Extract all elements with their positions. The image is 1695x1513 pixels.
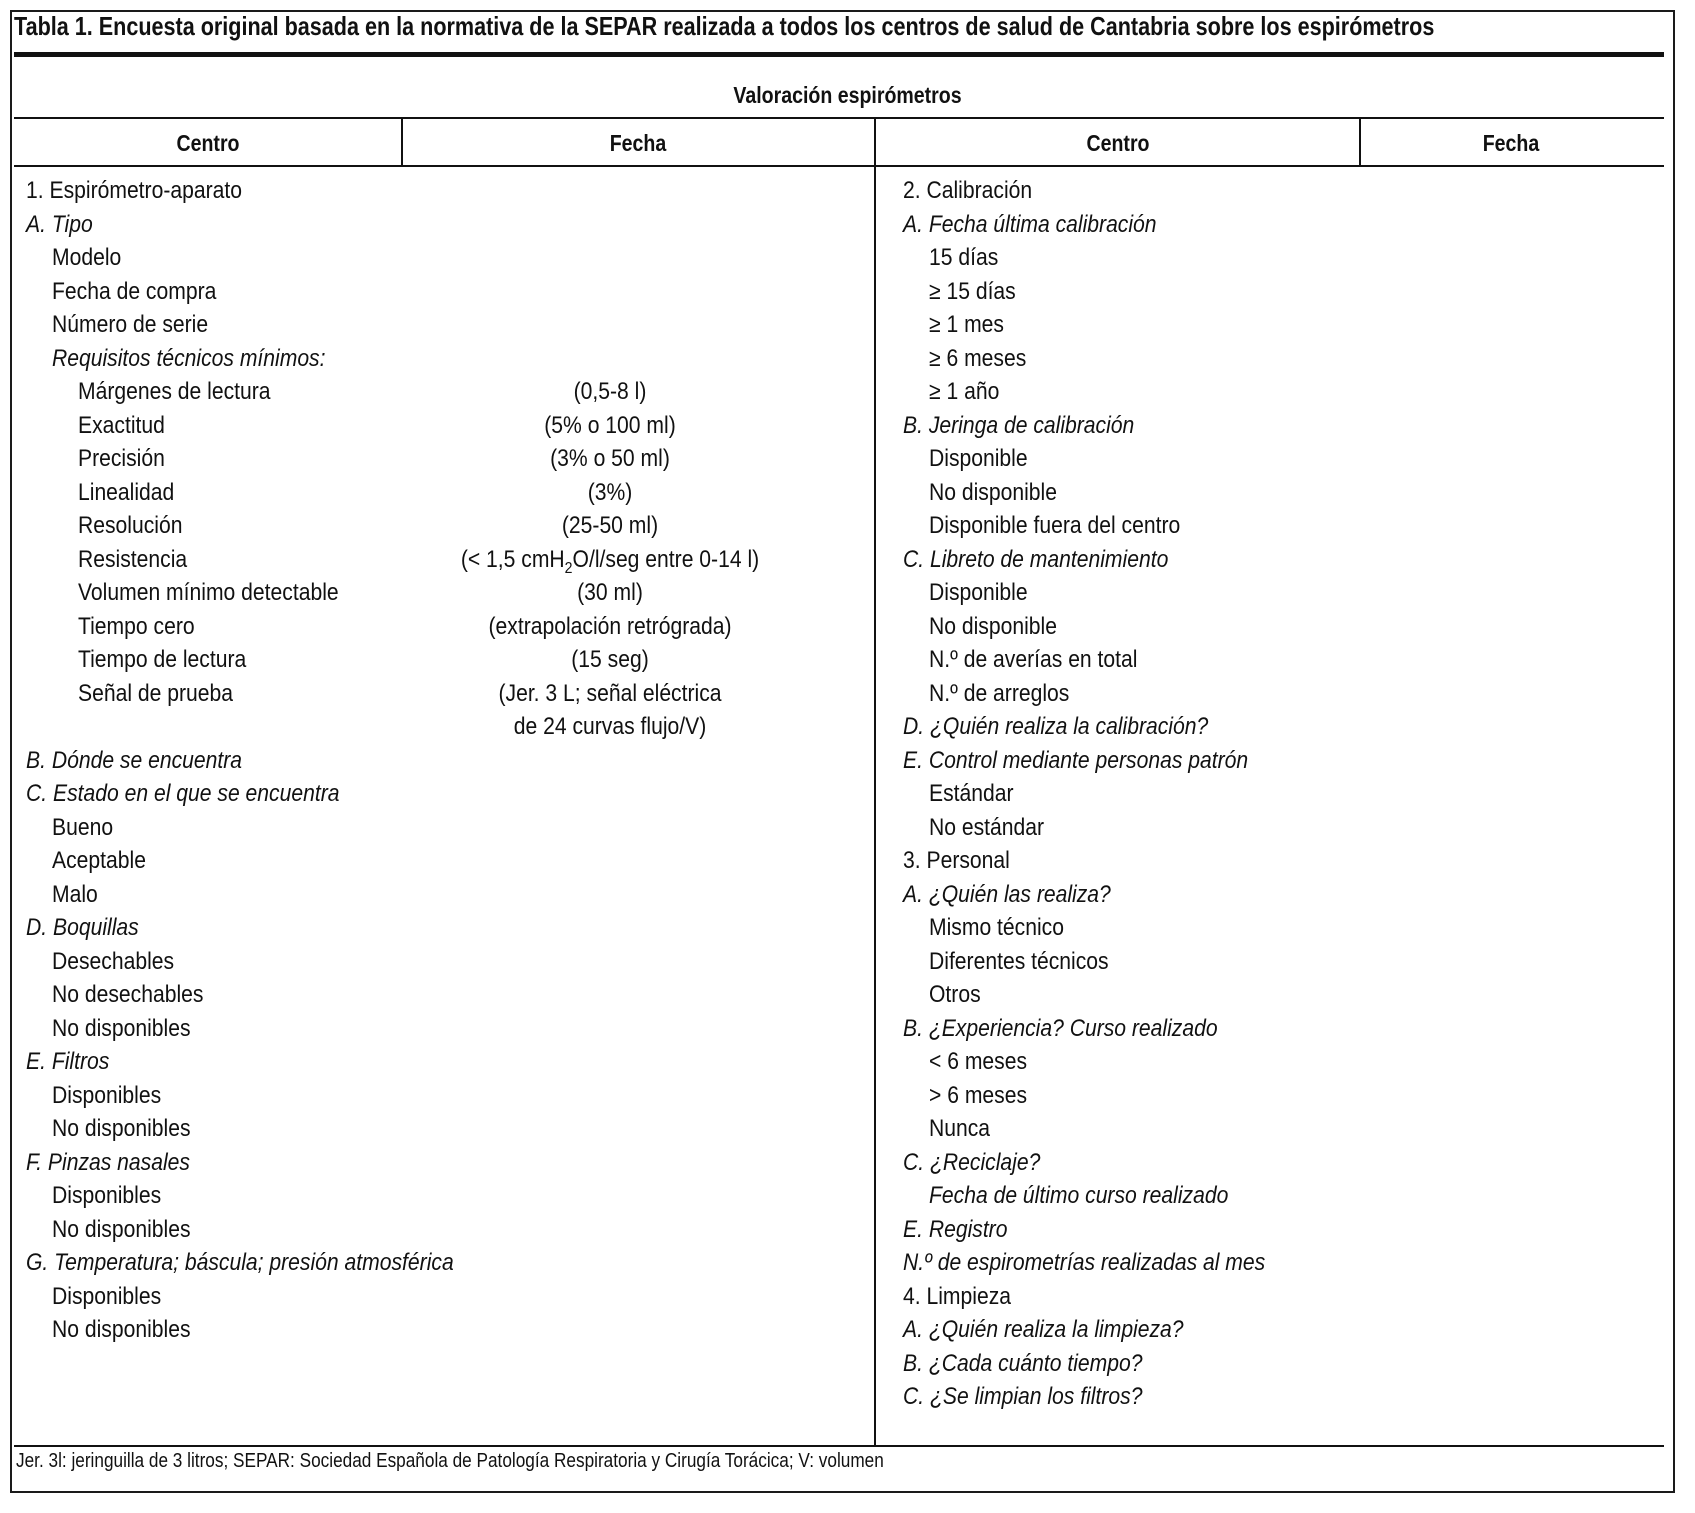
title-rule <box>14 52 1664 57</box>
table-row-label: Desechables <box>52 947 175 975</box>
table-row-label: E. Filtros <box>26 1048 110 1075</box>
table-row-label: A. ¿Quién realiza la limpieza? <box>903 1316 1184 1343</box>
table-row-label: Estándar <box>929 780 1014 807</box>
col-divider <box>401 118 403 166</box>
table-row-label: No disponibles <box>52 1215 191 1243</box>
table-row-label: G. Temperatura; báscula; presión atmosférica <box>26 1249 454 1276</box>
table-row-label: B. Jeringa de calibración <box>903 411 1135 439</box>
table-row-label: Volumen mínimo detectable <box>78 579 339 606</box>
table-row-label: Disponible <box>929 579 1028 606</box>
table-row-label: Disponibles <box>52 1282 162 1310</box>
table-row-label: D. Boquillas <box>26 914 139 941</box>
table-row-label: > 6 meses <box>929 1081 1028 1109</box>
table-row-value: (3%) <box>587 478 633 506</box>
table-row-label: F. Pinzas nasales <box>26 1148 190 1176</box>
table-row-label: Resolución <box>78 512 183 539</box>
table-row-label: 1. Espirómetro-aparato <box>26 177 242 204</box>
table-row-label: Precisión <box>78 445 165 472</box>
table-row-label: No disponibles <box>52 1115 191 1142</box>
table-row-value: (Jer. 3 L; señal eléctrica <box>498 679 722 707</box>
table-row-label: Tiempo de lectura <box>78 646 247 673</box>
table-row-value: (15 seg) <box>571 646 649 673</box>
table-row-label: Tiempo cero <box>78 612 195 640</box>
value-part: O/l/seg entre 0-14 l) <box>572 545 760 573</box>
center-divider <box>874 118 876 1446</box>
table-row-label: Diferentes técnicos <box>929 947 1109 975</box>
table-row-label: Disponibles <box>52 1182 162 1209</box>
table-row-label: Modelo <box>52 244 122 271</box>
table-row-label: ≥ 6 meses <box>929 344 1027 372</box>
table-row-label: N.º de arreglos <box>929 679 1070 707</box>
table-row-label: 4. Limpieza <box>903 1282 1012 1310</box>
table-row-label: Número de serie <box>52 311 209 338</box>
table-row-label: ≥ 15 días <box>929 277 1016 305</box>
table-row-label: Nunca <box>929 1115 991 1142</box>
table-row-value: (30 ml) <box>577 579 643 606</box>
table-row-value: (5% o 100 ml) <box>544 411 676 439</box>
footnote: Jer. 3l: jeringuilla de 3 litros; SEPAR: Sociedad Española de Patología Respiratoria y Cirugía Torácica; V: volumen <box>16 1450 884 1472</box>
table-row-label: Exactitud <box>78 411 165 439</box>
table-row-label: Bueno <box>52 813 114 841</box>
table-row-label: A. ¿Quién las realiza? <box>903 880 1111 908</box>
table-row-label: C. ¿Se limpian los filtros? <box>903 1383 1143 1410</box>
table-row-label: Malo <box>52 880 98 908</box>
table-row-value: de 24 curvas flujo/V) <box>513 713 707 740</box>
table-row-label: Disponible fuera del centro <box>929 512 1181 539</box>
table-row-label: N.º de espirometrías realizadas al mes <box>903 1249 1266 1276</box>
table-row-label: Aceptable <box>52 847 146 874</box>
table-row-label: E. Control mediante personas patrón <box>903 746 1249 774</box>
table-row-label: No desechables <box>52 981 204 1008</box>
table-row-label: Señal de prueba <box>78 679 234 707</box>
table-row-label: B. ¿Cada cuánto tiempo? <box>903 1349 1143 1377</box>
table-row-label: Resistencia <box>78 545 188 573</box>
table-row-label: 15 días <box>929 244 999 271</box>
table-row-label: 2. Calibración <box>903 177 1033 204</box>
col-header-fecha-right: Fecha <box>1482 130 1540 156</box>
table-row-value: (25-50 ml) <box>561 512 659 539</box>
col-header-fecha-left: Fecha <box>609 130 667 156</box>
table-row-label: ≥ 1 mes <box>929 311 1004 338</box>
col-divider <box>1359 118 1361 166</box>
value-subscript: 2 <box>564 559 573 577</box>
col-header-centro-left: Centro <box>176 130 240 156</box>
table-row-label: Mismo técnico <box>929 914 1064 941</box>
table-row-label: No estándar <box>929 813 1045 841</box>
table-row-value: (3% o 50 ml) <box>550 445 670 472</box>
header-rule <box>14 165 1664 167</box>
value-part: (< 1,5 cmH <box>460 545 565 573</box>
table-row-label: Linealidad <box>78 478 175 506</box>
footer-rule <box>14 1445 1664 1447</box>
table-row-label: No disponible <box>929 478 1057 506</box>
table-row-label: B. Dónde se encuentra <box>26 746 243 774</box>
table-row-label: Disponible <box>929 445 1028 472</box>
table-row-label: C. Libreto de mantenimiento <box>903 545 1169 573</box>
table-row-label: A. Tipo <box>26 210 93 238</box>
table-row-label: Requisitos técnicos mínimos: <box>52 344 326 372</box>
section-rule <box>14 117 1664 119</box>
col-header-centro-right: Centro <box>1086 130 1150 156</box>
table-row-label: E. Registro <box>903 1215 1008 1243</box>
table-row-label: Fecha de último curso realizado <box>929 1182 1229 1209</box>
table-row-label: B. ¿Experiencia? Curso realizado <box>903 1014 1218 1042</box>
section-header: Valoración espirómetros <box>733 82 962 108</box>
table-row-label: C. ¿Reciclaje? <box>903 1148 1041 1176</box>
table-row-label: Márgenes de lectura <box>78 378 271 405</box>
table-row-label: Otros <box>929 981 981 1008</box>
table-row-value: (extrapolación retrógrada) <box>488 612 732 640</box>
table-title: Tabla 1. Encuesta original basada en la normativa de la SEPAR realizada a todos los centros de salud de Cantabria sobre los espirómetros <box>14 11 1435 41</box>
table-row-label: Fecha de compra <box>52 277 217 305</box>
table-row-label: Disponibles <box>52 1081 162 1109</box>
table-row-label: N.º de averías en total <box>929 646 1138 673</box>
table-row-label: No disponibles <box>52 1014 191 1042</box>
table-row-label: ≥ 1 año <box>929 378 1000 405</box>
table-row-label: A. Fecha última calibración <box>903 210 1157 238</box>
table-row-label: D. ¿Quién realiza la calibración? <box>903 713 1209 740</box>
table-row-label: C. Estado en el que se encuentra <box>26 780 340 807</box>
table-row-label: No disponible <box>929 612 1057 640</box>
table-row-label: No disponibles <box>52 1316 191 1343</box>
table-row-label: < 6 meses <box>929 1048 1028 1075</box>
table-row-label: 3. Personal <box>903 847 1010 874</box>
table-row-value: (0,5-8 l) <box>573 378 647 405</box>
